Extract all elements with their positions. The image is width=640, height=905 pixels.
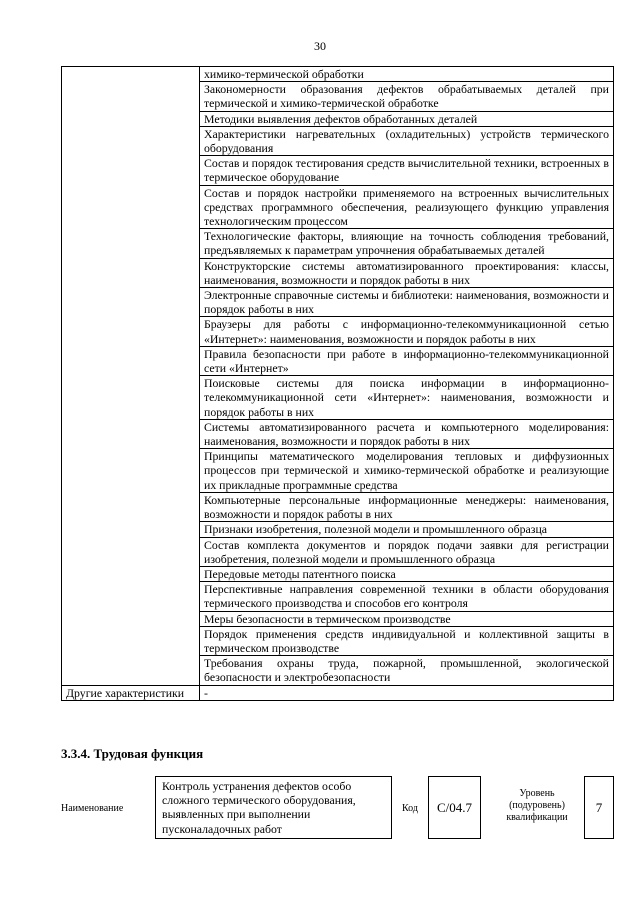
- name-label: Наименование: [61, 803, 124, 814]
- labor-function-row: [0, 776, 640, 840]
- knowledge-item: Закономерности образования дефектов обрабатываемых деталей при термической и химико-термической обработке: [200, 82, 614, 111]
- knowledge-item: Состав и порядок настройки применяемого на встроенных вычислительных средствах программного обеспечения, реализующего функцию управления технологическим процессом: [200, 185, 614, 229]
- knowledge-item: Требования охраны труда, пожарной, промышленной, экологической безопасности и электробезопасности: [200, 656, 614, 685]
- function-name-box: Контроль устранения дефектов особо сложного термического оборудования, выявленных при выполнении пусконаладочных работ: [155, 776, 392, 839]
- knowledge-item: Характеристики нагревательных (охладительных) устройств термического оборудования: [200, 126, 614, 155]
- section-heading: 3.3.4. Трудовая функция: [61, 746, 204, 761]
- knowledge-item: Состав комплекта документов и порядок подачи заявки для регистрации изобретения, полезной модели и промышленного образца: [200, 537, 614, 566]
- table-row: [62, 67, 614, 82]
- knowledge-item: химико-термической обработки: [200, 67, 614, 82]
- knowledge-table: [61, 66, 614, 701]
- other-characteristics-label: Другие характеристики: [62, 685, 200, 700]
- knowledge-item: Методики выявления дефектов обработанных деталей: [200, 111, 614, 126]
- code-box: С/04.7: [428, 776, 481, 839]
- knowledge-item: Электронные справочные системы и библиотеки: наименования, возможности и порядок работы в них: [200, 288, 614, 317]
- knowledge-item: Поисковые системы для поиска информации в информационно-телекоммуникационной сети «Интернет»: наименования, возможности и порядок работы в них: [200, 376, 614, 420]
- knowledge-item: Компьютерные персональные информационные менеджеры: наименования, возможности и порядок работы в них: [200, 492, 614, 521]
- qualification-level-box: 7: [584, 776, 614, 839]
- knowledge-item: Перспективные направления современной техники в области оборудования термического производства и способов его контроля: [200, 582, 614, 611]
- knowledge-item: Признаки изобретения, полезной модели и промышленного образца: [200, 522, 614, 537]
- knowledge-item: Передовые методы патентного поиска: [200, 566, 614, 581]
- knowledge-item: Браузеры для работы с информационно-телекоммуникационной сетью «Интернет»: наименования, возможности и порядок работы в них: [200, 317, 614, 346]
- other-characteristics-value: -: [200, 685, 614, 700]
- knowledge-item: Конструкторские системы автоматизированного проектирования: классы, наименования, возможности и порядок работы в них: [200, 258, 614, 287]
- knowledge-item: Системы автоматизированного расчета и компьютерного моделирования: наименования, возможности и порядок работы в них: [200, 419, 614, 448]
- page-number: 30: [314, 39, 326, 53]
- knowledge-item: Меры безопасности в термическом производстве: [200, 611, 614, 626]
- knowledge-item: Состав и порядок тестирования средств вычислительной техники, встроенных в термическое оборудование: [200, 156, 614, 185]
- code-label: Код: [402, 803, 418, 814]
- qualification-level-label: Уровень (подуровень) квалификации: [506, 788, 568, 823]
- knowledge-item: Порядок применения средств индивидуальной и коллективной защиты в термическом производстве: [200, 626, 614, 655]
- knowledge-left-cell: [62, 67, 200, 686]
- knowledge-item: Принципы математического моделирования тепловых и диффузионных процессов при термической и химико-термической обработке и реализующие их прикладные программные средства: [200, 449, 614, 493]
- knowledge-item: Технологические факторы, влияющие на точность соблюдения требований, предъявляемых к параметрам упрочнения обрабатываемых деталей: [200, 229, 614, 258]
- other-characteristics-row: [62, 685, 614, 700]
- knowledge-item: Правила безопасности при работе в информационно-телекоммуникационной сети «Интернет»: [200, 346, 614, 375]
